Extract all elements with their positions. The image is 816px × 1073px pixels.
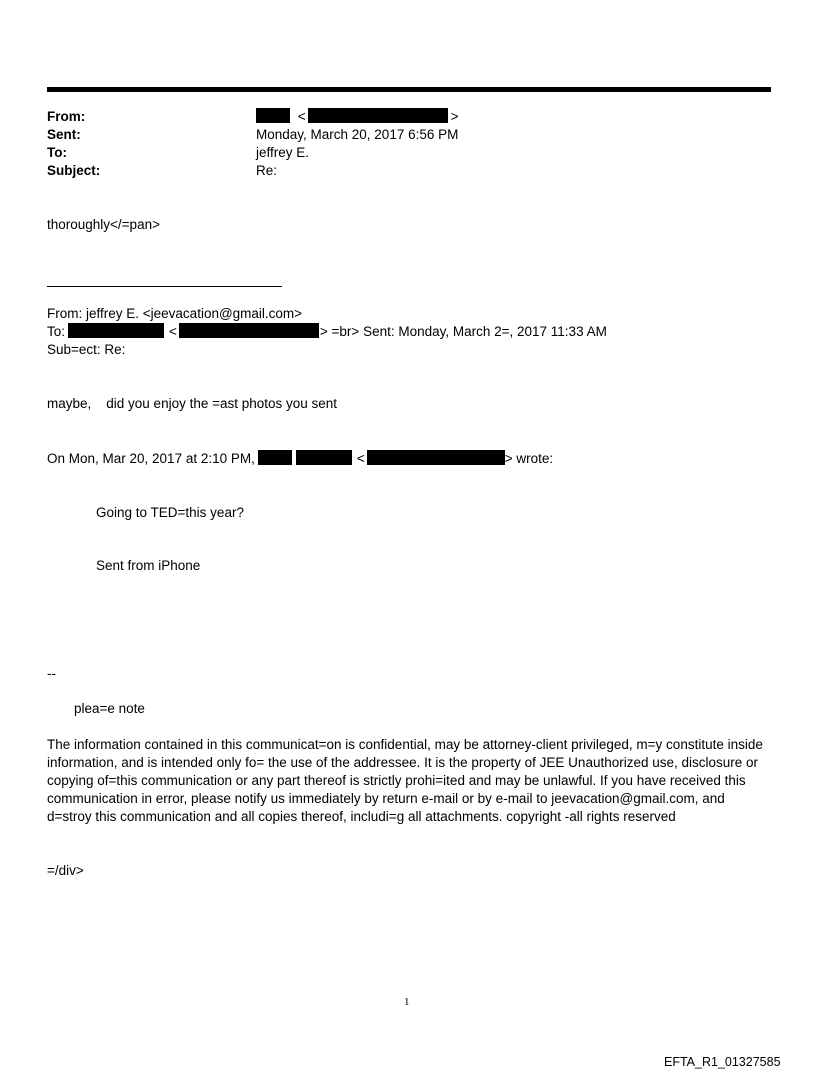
please-note: plea=e note (74, 701, 145, 716)
quoted-to-label: To: (47, 324, 66, 339)
subject-value: Re: (256, 163, 278, 178)
redaction-block (367, 450, 505, 465)
redaction-block (179, 323, 319, 338)
redaction-block (258, 450, 292, 465)
redaction-block (308, 108, 448, 123)
maybe-line: maybe, did you enjoy the =ast photos you sent (47, 396, 338, 411)
from-gt: > (450, 109, 459, 124)
quote-divider (47, 286, 282, 287)
quoted-to-rest: > =br> Sent: Monday, March 2=, 2017 11:33 AM (319, 324, 607, 339)
redaction-block (296, 450, 352, 465)
from-label: From: (47, 109, 86, 124)
redaction-block (256, 108, 290, 123)
from-lt: < (297, 109, 306, 124)
body-line-1: thoroughly</=pan> (47, 217, 160, 232)
on-mon-lt: < (356, 451, 365, 466)
disclaimer-paragraph: The information contained in this communicat=on is confidential, may be attorney-client privileged, m=y constitute inside information, and is intended only fo= the use of the addressee. It is the property of JEE Unauthorized use, disclosure or copying of=this communication or any part thereof is strictly prohi=ited and may be unlawful. If you have received this communication in error, please notify us immediately by return e-mail or by e-mail to jeevacation@gmail.com, and d=stroy this communication and all copies thereof, includi=g all attachments. copyright -all rights reserved (47, 737, 763, 824)
sent-from-iphone: Sent from iPhone (96, 558, 201, 573)
on-mon-suffix: > wrote: (504, 451, 554, 466)
quoted-subject: Sub=ect: Re: (47, 342, 126, 357)
page-number: 1 (404, 996, 410, 1008)
quoted-from: From: jeffrey E. <jeevacation@gmail.com> (47, 306, 303, 321)
quoted-to-lt: < (169, 324, 177, 339)
div-close-text: =/div> (47, 863, 84, 878)
document-id: EFTA_R1_01327585 (664, 1055, 781, 1069)
subject-label: Subject: (47, 163, 101, 178)
from-value (256, 108, 459, 125)
sent-value: Monday, March 20, 2017 6:56 PM (256, 127, 459, 142)
to-value: jeffrey E. (256, 145, 310, 160)
signature-dashes: -- (47, 666, 56, 681)
on-mon-line (47, 450, 553, 467)
quoted-to (47, 323, 607, 340)
on-mon-prefix: On Mon, Mar 20, 2017 at 2:10 PM, (47, 451, 255, 466)
to-label: To: (47, 145, 67, 160)
sent-label: Sent: (47, 127, 81, 142)
going-line: Going to TED=this year? (96, 505, 244, 520)
header-rule (47, 87, 771, 92)
redaction-block (68, 323, 164, 338)
